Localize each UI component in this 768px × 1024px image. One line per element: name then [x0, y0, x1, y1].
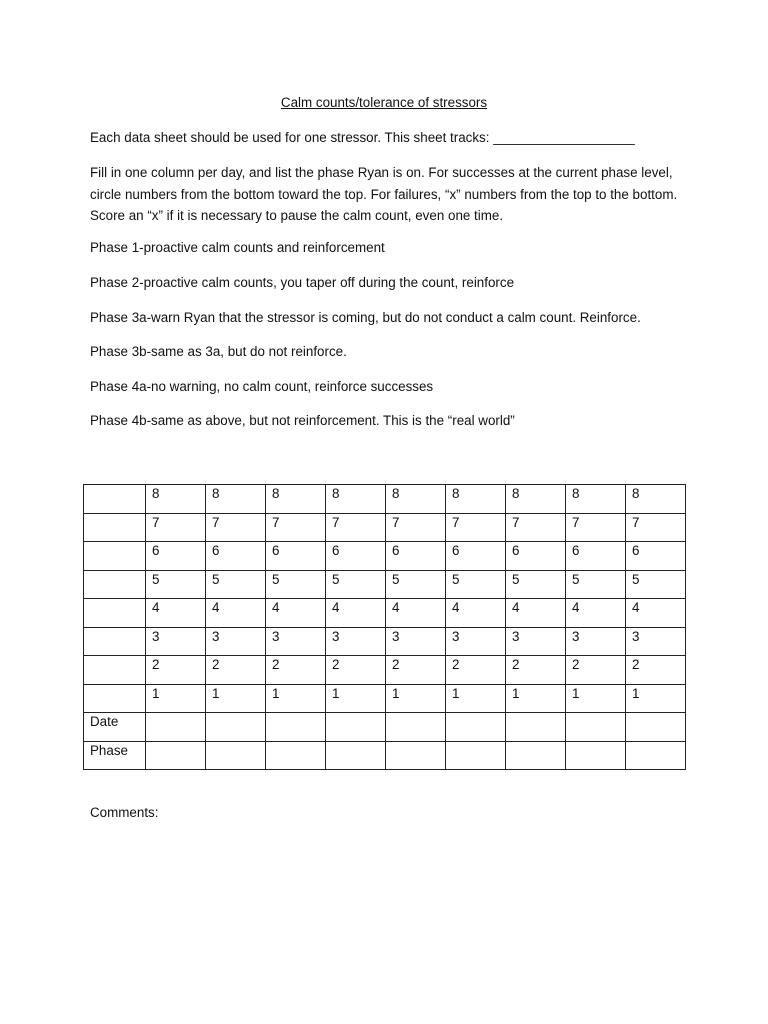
phase-row-entry-cell[interactable] [266, 741, 326, 770]
date-row-entry-cell[interactable] [266, 713, 326, 742]
score-cell[interactable]: 1 [626, 684, 686, 713]
score-row [84, 656, 686, 685]
score-cell[interactable]: 2 [146, 656, 206, 685]
score-cell[interactable]: 7 [386, 513, 446, 542]
score-cell[interactable]: 4 [206, 599, 266, 628]
score-cell[interactable]: 2 [446, 656, 506, 685]
score-cell[interactable]: 2 [506, 656, 566, 685]
score-cell[interactable]: 6 [266, 542, 326, 571]
score-cell[interactable]: 8 [266, 485, 326, 514]
score-cell[interactable]: 3 [626, 627, 686, 656]
row-label-cell [84, 627, 146, 656]
score-cell[interactable]: 4 [266, 599, 326, 628]
score-cell[interactable]: 8 [206, 485, 266, 514]
score-row [84, 599, 686, 628]
score-cell[interactable]: 8 [566, 485, 626, 514]
score-cell[interactable]: 3 [326, 627, 386, 656]
phase-3a-description: Phase 3a-warn Ryan that the stressor is coming, but do not conduct a calm count. Reinforce. [90, 310, 641, 325]
score-cell[interactable]: 4 [506, 599, 566, 628]
phase-row-entry-cell[interactable] [446, 741, 506, 770]
score-cell[interactable]: 7 [566, 513, 626, 542]
score-cell[interactable]: 4 [566, 599, 626, 628]
date-row-entry-cell[interactable] [386, 713, 446, 742]
score-cell[interactable]: 7 [206, 513, 266, 542]
score-cell[interactable]: 4 [146, 599, 206, 628]
score-cell[interactable]: 5 [566, 570, 626, 599]
score-cell[interactable]: 2 [626, 656, 686, 685]
score-cell[interactable]: 1 [266, 684, 326, 713]
score-cell[interactable]: 3 [146, 627, 206, 656]
score-cell[interactable]: 5 [146, 570, 206, 599]
score-row [84, 542, 686, 571]
score-cell[interactable]: 1 [566, 684, 626, 713]
score-cell[interactable]: 5 [506, 570, 566, 599]
score-row [84, 627, 686, 656]
phase-row-entry-cell[interactable] [386, 741, 446, 770]
score-cell[interactable]: 4 [386, 599, 446, 628]
comments-label: Comments: [90, 805, 159, 820]
row-label-cell [84, 485, 146, 514]
score-cell[interactable]: 8 [506, 485, 566, 514]
score-cell[interactable]: 5 [446, 570, 506, 599]
date-row-entry-cell[interactable] [146, 713, 206, 742]
phase-row-entry-cell[interactable] [626, 741, 686, 770]
score-cell[interactable]: 6 [566, 542, 626, 571]
row-label-cell [84, 570, 146, 599]
score-cell[interactable]: 5 [206, 570, 266, 599]
phase-row-entry-cell[interactable] [566, 741, 626, 770]
score-cell[interactable]: 6 [206, 542, 266, 571]
row-label-cell [84, 656, 146, 685]
score-cell[interactable]: 8 [626, 485, 686, 514]
phase-2-description: Phase 2-proactive calm counts, you taper off during the count, reinforce [90, 275, 515, 290]
score-cell[interactable]: 1 [506, 684, 566, 713]
phase-3b-description: Phase 3b-same as 3a, but do not reinforce. [90, 344, 347, 359]
score-cell[interactable]: 1 [386, 684, 446, 713]
score-cell[interactable]: 4 [626, 599, 686, 628]
phase-row-label: Phase [84, 741, 146, 770]
date-row [84, 713, 686, 742]
date-row-entry-cell[interactable] [506, 713, 566, 742]
score-cell[interactable]: 2 [566, 656, 626, 685]
score-row [84, 684, 686, 713]
score-cell[interactable]: 3 [386, 627, 446, 656]
phase-row-entry-cell[interactable] [506, 741, 566, 770]
row-label-cell [84, 599, 146, 628]
instructions-paragraph: Fill in one column per day, and list the phase Ryan is on. For successes at the current phase level, circle numbers from the bottom toward the top. For failures, “x” numbers from the top to the bottom. Score an “x” if it is necessary to pause the calm count, even one time. [90, 165, 678, 223]
score-cell[interactable]: 8 [386, 485, 446, 514]
score-cell[interactable]: 6 [446, 542, 506, 571]
score-cell[interactable]: 6 [386, 542, 446, 571]
score-cell[interactable]: 7 [506, 513, 566, 542]
score-cell[interactable]: 1 [326, 684, 386, 713]
score-cell[interactable]: 7 [266, 513, 326, 542]
score-row [84, 570, 686, 599]
page-title: Calm counts/tolerance of stressors [280, 95, 488, 110]
phase-row-entry-cell[interactable] [206, 741, 266, 770]
tracks-line: Each data sheet should be used for one stressor. This sheet tracks: ___________________ [90, 130, 635, 145]
phase-row-entry-cell[interactable] [326, 741, 386, 770]
score-cell[interactable]: 7 [146, 513, 206, 542]
date-row-entry-cell[interactable] [326, 713, 386, 742]
score-cell[interactable]: 8 [146, 485, 206, 514]
score-cell[interactable]: 8 [446, 485, 506, 514]
score-cell[interactable]: 7 [326, 513, 386, 542]
score-cell[interactable]: 3 [446, 627, 506, 656]
phase-4b-description: Phase 4b-same as above, but not reinforcement. This is the “real world” [90, 413, 515, 428]
date-row-label: Date [84, 713, 146, 742]
score-cell[interactable]: 5 [386, 570, 446, 599]
score-cell[interactable]: 6 [146, 542, 206, 571]
calm-count-table [83, 484, 686, 770]
row-label-cell [84, 542, 146, 571]
row-label-cell [84, 684, 146, 713]
score-cell[interactable]: 5 [326, 570, 386, 599]
score-cell[interactable]: 3 [266, 627, 326, 656]
score-cell[interactable]: 8 [326, 485, 386, 514]
score-cell[interactable]: 2 [326, 656, 386, 685]
score-cell[interactable]: 1 [146, 684, 206, 713]
row-label-cell [84, 513, 146, 542]
phase-1-description: Phase 1-proactive calm counts and reinforcement [90, 240, 385, 255]
score-cell[interactable]: 2 [386, 656, 446, 685]
date-row-entry-cell[interactable] [566, 713, 626, 742]
phase-row [84, 741, 686, 770]
score-cell[interactable]: 7 [626, 513, 686, 542]
score-cell[interactable]: 4 [446, 599, 506, 628]
score-cell[interactable]: 3 [566, 627, 626, 656]
score-cell[interactable]: 2 [266, 656, 326, 685]
score-cell[interactable]: 2 [206, 656, 266, 685]
phase-4a-description: Phase 4a-no warning, no calm count, reinforce successes [90, 379, 434, 394]
score-cell[interactable]: 4 [326, 599, 386, 628]
score-cell[interactable]: 6 [506, 542, 566, 571]
score-cell[interactable]: 5 [626, 570, 686, 599]
phase-row-entry-cell[interactable] [146, 741, 206, 770]
score-cell[interactable]: 3 [206, 627, 266, 656]
date-row-entry-cell[interactable] [626, 713, 686, 742]
date-row-entry-cell[interactable] [446, 713, 506, 742]
date-row-entry-cell[interactable] [206, 713, 266, 742]
score-cell[interactable]: 1 [446, 684, 506, 713]
score-cell[interactable]: 5 [266, 570, 326, 599]
score-cell[interactable]: 7 [446, 513, 506, 542]
score-cell[interactable]: 6 [626, 542, 686, 571]
score-cell[interactable]: 3 [506, 627, 566, 656]
score-row [84, 485, 686, 514]
score-cell[interactable]: 1 [206, 684, 266, 713]
score-cell[interactable]: 6 [326, 542, 386, 571]
score-row [84, 513, 686, 542]
